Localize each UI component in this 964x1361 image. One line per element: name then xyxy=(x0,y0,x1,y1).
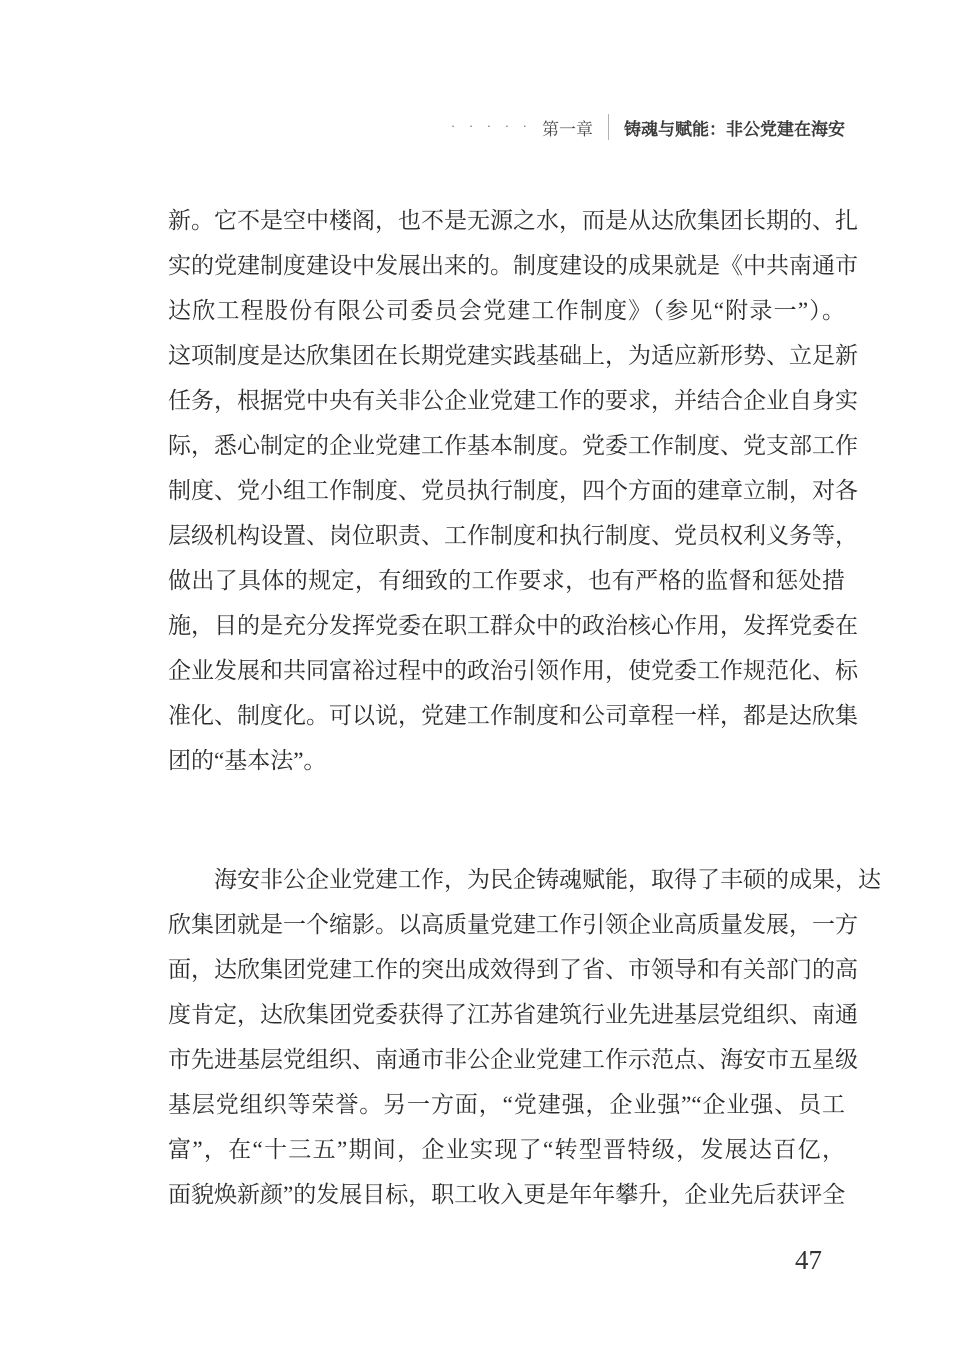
text-line: 这项制度是达欣集团在长期党建实践基础上，为适应新形势、立足新 xyxy=(168,343,858,368)
header-divider xyxy=(608,114,609,140)
chapter-title: 铸魂与赋能：非公党建在海安 xyxy=(624,119,845,139)
paragraph xyxy=(168,857,881,1217)
text-line: 欣集团就是一个缩影。以高质量党建工作引领企业高质量发展，一方 xyxy=(168,912,858,937)
text-line: 准化、制度化。可以说，党建工作制度和公司章程一样，都是达欣集 xyxy=(168,703,858,728)
text-line: 面，达欣集团党建工作的突出成效得到了省、市领导和有关部门的高 xyxy=(168,957,858,982)
text-line: 海安非公企业党建工作，为民企铸魂赋能，取得了丰硕的成果，达 xyxy=(214,867,881,892)
chapter-label: 第一章 xyxy=(542,119,593,139)
text-line: 企业发展和共同富裕过程中的政治引领作用，使党委工作规范化、标 xyxy=(168,658,858,683)
text-line: 基层党组织等荣誉。另一方面，“党建强，企业强”“企业强、员工 xyxy=(168,1092,845,1117)
text-line: 制度、党小组工作制度、党员执行制度，四个方面的建章立制，对各 xyxy=(168,478,858,503)
text-line: 达欣工程股份有限公司委员会党建工作制度》（参见“附录一”）。 xyxy=(168,298,845,323)
text-line: 度肯定，达欣集团党委获得了江苏省建筑行业先进基层党组织、南通 xyxy=(168,1002,858,1027)
text-line: 层级机构设置、岗位职责、工作制度和执行制度、党员权利义务等， xyxy=(168,523,858,548)
text-line: 新。它不是空中楼阁，也不是无源之水，而是从达欣集团长期的、扎 xyxy=(168,208,858,233)
page-number: 47 xyxy=(795,1245,822,1275)
text-line: 市先进基层党组织、南通市非公企业党建工作示范点、海安市五星级 xyxy=(168,1047,858,1072)
text-line: 富”，在“十三五”期间，企业实现了“转型晋特级，发展达百亿， xyxy=(168,1137,845,1162)
text-line: 面貌焕新颜”的发展目标，职工收入更是年年攀升，企业先后获评全 xyxy=(168,1182,846,1207)
text-line: 施，目的是充分发挥党委在职工群众中的政治核心作用，发挥党委在 xyxy=(168,613,858,638)
running-header xyxy=(168,114,845,140)
text-line: 任务，根据党中央有关非公企业党建工作的要求，并结合企业自身实 xyxy=(168,388,858,413)
body-text xyxy=(168,198,881,1217)
text-line: 际，悉心制定的企业党建工作基本制度。党委工作制度、党支部工作 xyxy=(168,433,858,458)
paragraph xyxy=(168,198,858,783)
text-line: 团的“基本法”。 xyxy=(168,748,327,773)
text-line: 实的党建制度建设中发展出来的。制度建设的成果就是《中共南通市 xyxy=(168,253,858,278)
header-dots: · · · · · xyxy=(450,117,532,133)
text-line: 做出了具体的规定，有细致的工作要求，也有严格的监督和惩处措 xyxy=(168,568,845,593)
